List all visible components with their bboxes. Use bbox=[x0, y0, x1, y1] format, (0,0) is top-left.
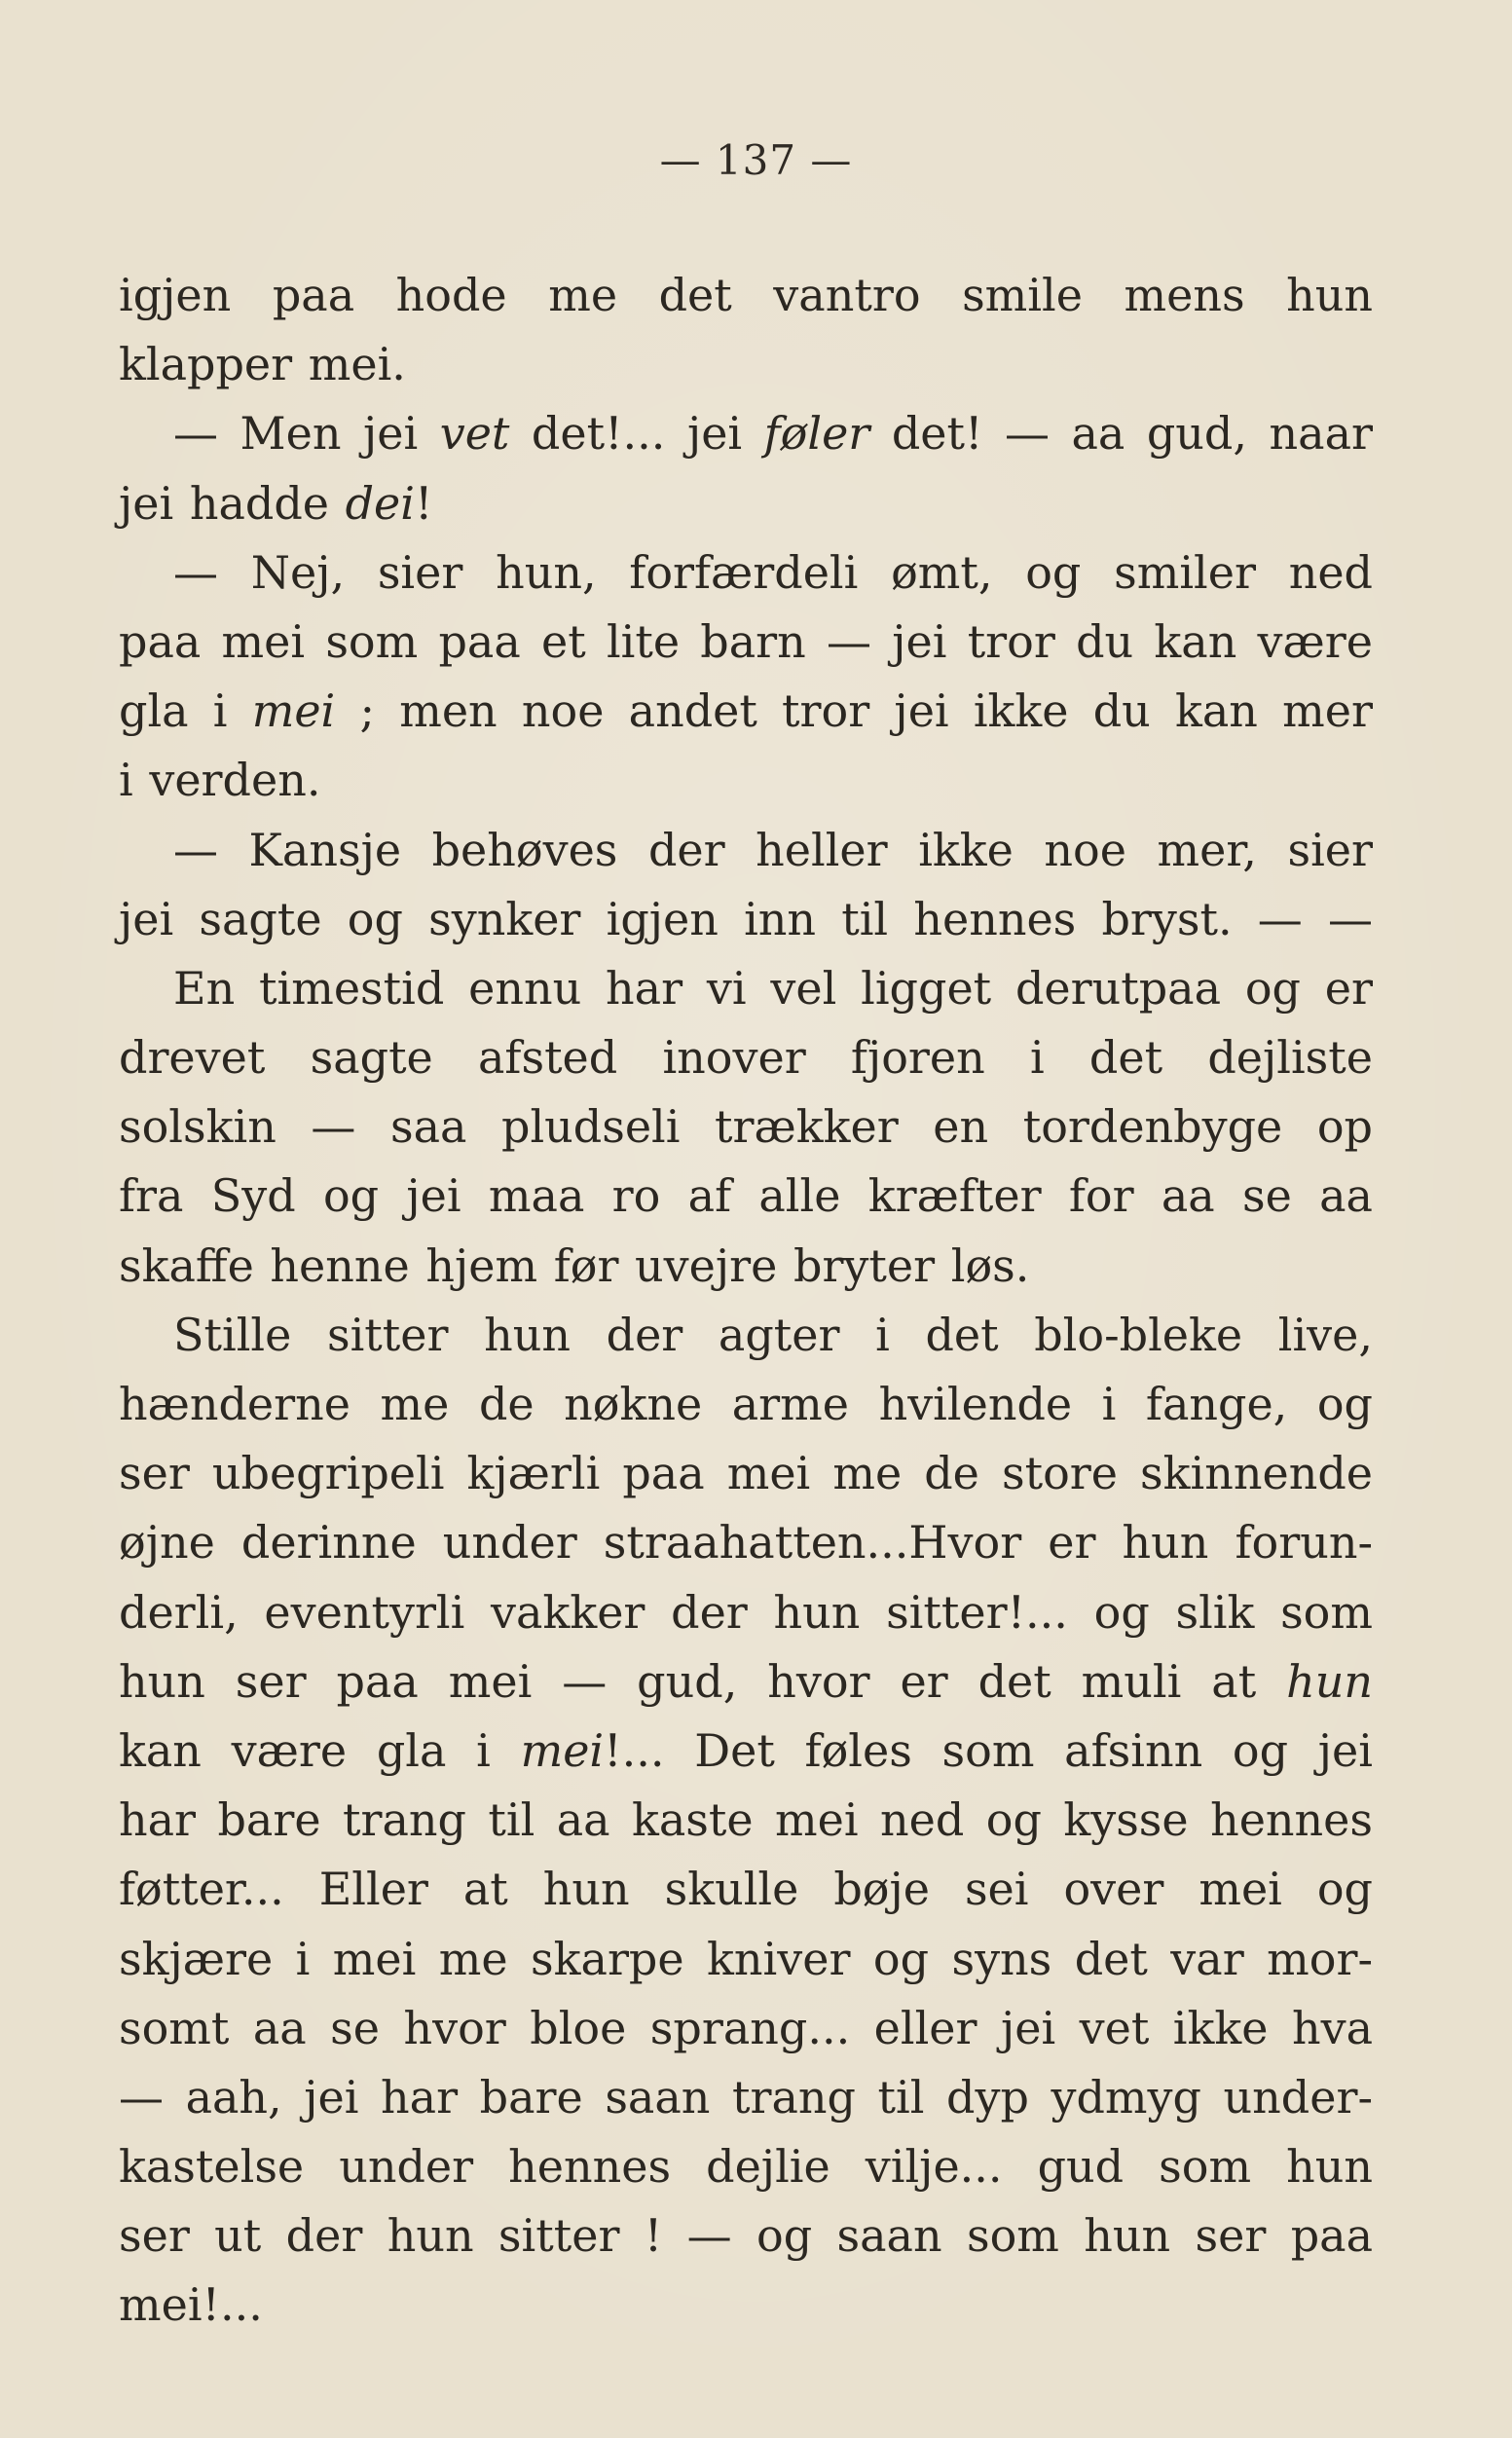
text-line bbox=[119, 261, 1373, 330]
text-segment: solskin — saa pludseli trækker en tordenbyge op bbox=[119, 1100, 1373, 1154]
text-segment: — aah, jei har bare saan trang til dyp ydmyg under- bbox=[119, 2070, 1373, 2124]
text-line bbox=[119, 1925, 1373, 1994]
text-segment: føtter... Eller at hun skulle bøje sei over mei og bbox=[119, 1863, 1373, 1916]
text-line bbox=[119, 608, 1373, 677]
text-line bbox=[119, 538, 1373, 608]
text-segment: ; men noe andet tror jei ikke du kan mer bbox=[335, 684, 1373, 738]
text-line bbox=[119, 399, 1373, 468]
text-line bbox=[119, 1786, 1373, 1855]
page-number: — 137 — bbox=[659, 136, 853, 184]
text-segment: ! bbox=[415, 476, 433, 530]
text-line bbox=[119, 1023, 1373, 1092]
text-line bbox=[119, 1370, 1373, 1439]
text-segment: kan være gla i bbox=[119, 1723, 521, 1777]
text-line bbox=[119, 1439, 1373, 1508]
text-line bbox=[119, 1578, 1373, 1647]
text-segment: — Men jei bbox=[173, 407, 440, 461]
text-segment: hænderne me de nøkne arme hvilende i fange, og bbox=[119, 1378, 1373, 1430]
text-line bbox=[119, 1717, 1373, 1786]
text-segment: det!... jei bbox=[509, 407, 764, 461]
text-line bbox=[119, 1994, 1373, 2063]
text-line bbox=[119, 2132, 1373, 2201]
text-segment: derli, eventyrli vakker der hun sitter!... og slik som bbox=[119, 1585, 1373, 1639]
text-segment: ser ubegripeli kjærli paa mei me de store skinnende bbox=[119, 1447, 1373, 1500]
text-segment: paa mei som paa et lite barn — jei tror du kan være bbox=[119, 614, 1373, 668]
text-line bbox=[119, 1508, 1373, 1577]
text-segment: jei hadde bbox=[119, 476, 346, 530]
text-line bbox=[119, 2063, 1373, 2132]
text-segment: !... Det føles som afsinn og jei bbox=[604, 1723, 1373, 1777]
text-segment: — Nej, sier hun, forfærdeli ømt, og smiler ned bbox=[173, 545, 1373, 599]
italic-text: mei bbox=[520, 1723, 605, 1777]
text-line bbox=[119, 2271, 1373, 2340]
text-segment: kastelse under hennes dejlie vilje... gud som hun bbox=[119, 2140, 1373, 2194]
text-segment: gla i bbox=[119, 684, 252, 738]
italic-text: hun bbox=[1286, 1654, 1373, 1708]
body-text bbox=[119, 261, 1373, 2341]
text-segment: — Kansje behøves der heller ikke noe mer, sier bbox=[173, 823, 1373, 876]
text-segment: skjære i mei me skarpe kniver og syns det var mor- bbox=[119, 1932, 1373, 1985]
text-segment: En timestid ennu har vi vel ligget derutpaa og er bbox=[173, 961, 1373, 1015]
text-line bbox=[119, 1232, 1373, 1301]
text-segment: drevet sagte afsted inover fjoren i det dejliste bbox=[119, 1031, 1373, 1085]
text-line bbox=[119, 1301, 1373, 1370]
text-segment: i verden. bbox=[119, 754, 321, 807]
text-line bbox=[119, 746, 1373, 815]
text-segment: øjne derinne under straahatten...Hvor er hun forun- bbox=[119, 1516, 1373, 1570]
text-segment: klapper mei. bbox=[119, 338, 406, 391]
text-segment: jei sagte og synker igjen inn til hennes bryst. — — bbox=[119, 892, 1373, 945]
italic-text: føler bbox=[763, 407, 870, 461]
text-segment: skaffe henne hjem før uvejre bryter løs. bbox=[119, 1238, 1030, 1292]
text-line bbox=[119, 816, 1373, 885]
text-line bbox=[119, 954, 1373, 1023]
text-segment: ser ut der hun sitter ! — og saan som hun ser paa bbox=[119, 2209, 1373, 2263]
italic-text: mei bbox=[251, 684, 336, 738]
text-line bbox=[119, 677, 1373, 746]
text-segment: har bare trang til aa kaste mei ned og kysse hennes bbox=[119, 1793, 1373, 1847]
text-segment: fra Syd og jei maa ro af alle kræfter for aa se aa bbox=[119, 1169, 1373, 1223]
text-line bbox=[119, 1162, 1373, 1231]
text-segment: Stille sitter hun der agter i det blo-bleke live, bbox=[173, 1308, 1373, 1361]
text-segment: hun ser paa mei — gud, hvor er det muli at bbox=[119, 1654, 1287, 1708]
italic-text: dei bbox=[345, 476, 415, 530]
text-line bbox=[119, 1092, 1373, 1162]
text-line bbox=[119, 1855, 1373, 1924]
text-segment: det! — aa gud, naar bbox=[869, 407, 1373, 461]
text-segment: mei!... bbox=[119, 2278, 263, 2332]
text-segment: igjen paa hode me det vantro smile mens hun bbox=[119, 269, 1373, 321]
text-line bbox=[119, 1647, 1373, 1717]
text-segment: somt aa se hvor bloe sprang... eller jei vet ikke hva bbox=[119, 2001, 1373, 2054]
text-line bbox=[119, 2201, 1373, 2271]
text-line bbox=[119, 330, 1373, 399]
text-line bbox=[119, 885, 1373, 954]
italic-text: vet bbox=[439, 407, 510, 461]
text-line bbox=[119, 469, 1373, 538]
